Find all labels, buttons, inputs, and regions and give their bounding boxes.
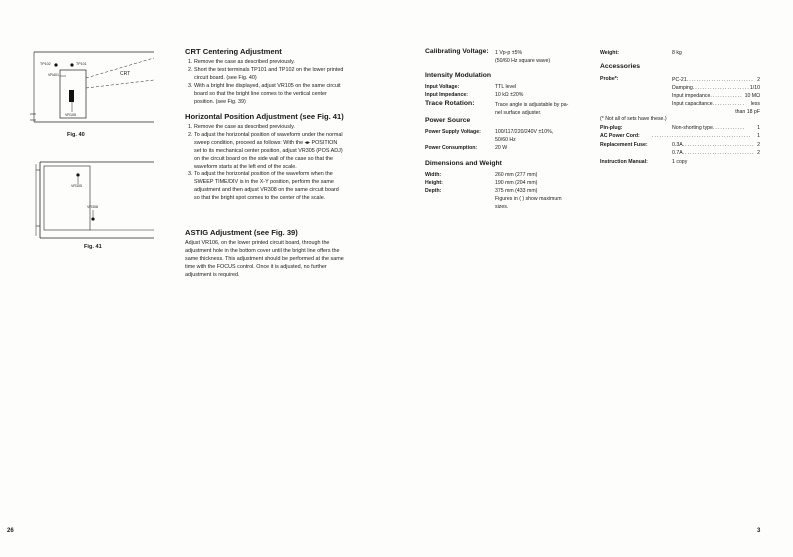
crt-centering-heading: CRT Centering Adjustment xyxy=(185,47,282,56)
input-voltage-label: Input Voltage: xyxy=(425,84,460,90)
calibrating-value-2: (50/60 Hz square wave) xyxy=(495,58,551,64)
crt-step-3: 3. With a bright line displayed, adjust VR105 on the same circuit board so that the bright line comes to the vertical center position. (see Fig. 39) xyxy=(194,83,345,107)
fuse-row-03 xyxy=(672,142,760,148)
weight-label: Weight: xyxy=(600,50,619,56)
probe-row-qty: 10 MΩ xyxy=(744,93,760,99)
probe-row-dots: . . . . . . . . . . . . . xyxy=(712,101,744,107)
probe-row-name: Input capacitance xyxy=(672,101,713,107)
ac-cord-label: AC Power Cord: xyxy=(600,133,640,139)
accessories-heading: Accessories xyxy=(600,63,641,70)
ac-cord-row xyxy=(652,133,760,139)
astig-heading: ASTIG Adjustment (see Fig. 39) xyxy=(185,228,298,237)
probe-capacitance-value: than 18 pF xyxy=(735,109,760,115)
width-value: 260 mm (277 mm) xyxy=(495,172,538,178)
probe-row-name: PC-21 xyxy=(672,77,687,83)
hpos-step-2: 2. To adjust the horizontal position of waveform under the normal sweep condition, proceed as follows: With the ◂▸ POSITION set to its mechanical center position, adjust VR305 (POS ADJ) on the circuit board on the side wall of the case so that the waveform starts at the left end of the scale. xyxy=(194,132,345,172)
pc-value: 20 W xyxy=(495,145,508,151)
fuse-row-07 xyxy=(672,150,760,156)
hpos-step-3: 3. To adjust the horizontal position of the waveform when the SWEEP TIME/DIV is in the X-Y position, perform the same adjustment and then adjust VR308 on the same circuit board so that the bright spot comes to the center of the scale. xyxy=(194,171,345,203)
depth-label: Depth: xyxy=(425,188,442,194)
probe-row-qty: 1/10 xyxy=(749,85,760,91)
specs-middle xyxy=(425,0,590,557)
label-crt: CRT xyxy=(120,71,131,77)
probe-row-name: Input impedance xyxy=(672,93,711,99)
figure-41-drawing xyxy=(30,158,158,242)
crt-centering-section xyxy=(185,47,345,106)
probe-row-dots: . . . . . . . . . . . . . xyxy=(710,93,742,99)
figure-40-drawing xyxy=(30,40,158,132)
figure-40-caption: Fig. 40 xyxy=(67,132,85,138)
horizontal-position-heading: Horizontal Position Adjustment (see Fig. 41) xyxy=(185,112,344,121)
fuse-label: Replacement Fuse: xyxy=(600,142,648,148)
calibrating-value-1: 1 Vp-p ±5% xyxy=(495,50,523,56)
astig-section xyxy=(185,228,345,280)
depth-value: 375 mm (433 mm) xyxy=(495,188,538,194)
figures-note-1: Figures in ( ) show maximum xyxy=(495,196,562,202)
pin-plug-dots: . . . . . . . . . . . . . xyxy=(712,125,744,131)
pin-plug-label: Pin-plug: xyxy=(600,125,623,131)
trace-rotation-label: Trace Rotation: xyxy=(425,100,475,107)
fuse-row-dots: . . . . . . . . . . . . . . . . . . . . . . . . . . . . . xyxy=(682,142,754,148)
probe-row-damping xyxy=(672,85,760,91)
weight-value: 8 kg xyxy=(672,50,682,56)
pin-plug-row xyxy=(672,125,760,131)
input-impedance-value: 10 kΩ ±20% xyxy=(495,92,524,98)
pin-plug-name: Non-shorting type xyxy=(672,125,713,131)
probe-row-impedance xyxy=(672,93,760,99)
ac-cord-dots: . . . . . . . . . . . . . . . . . . . . . . . . . . . . . . . . . . . . . . . . xyxy=(652,133,751,139)
psv-label: Power Supply Voltage: xyxy=(425,129,481,135)
label-vr305: VR305 xyxy=(71,184,82,188)
trace-rotation-value-1: Trace angle is adjustable by pa- xyxy=(495,102,569,108)
input-voltage-value: TTL level xyxy=(495,84,517,90)
probe-row-dots: . . . . . . . . . . . . . . . . . . . . . . . xyxy=(692,85,749,91)
probe-row-dots: . . . . . . . . . . . . . . . . . . . . . . . . . . . xyxy=(686,77,753,83)
psv-value-1: 100/117/220/240V ±10%, xyxy=(495,129,554,135)
psv-value-2: 50/60 Hz xyxy=(495,137,516,143)
probe-row-pc21 xyxy=(672,77,760,83)
crt-step-1: 1. Remove the case as described previously. xyxy=(194,59,345,67)
label-tp102: TP102 xyxy=(40,62,51,66)
fuse-row-name: 0.3A xyxy=(672,142,683,148)
probe-note: (* Not all of sets have these.) xyxy=(600,116,667,122)
width-label: Width: xyxy=(425,172,442,178)
fuse-row-dots: . . . . . . . . . . . . . . . . . . . . . . . . . . . . . xyxy=(682,150,754,156)
crt-step-2: 2. Short the test terminals TP101 and TP102 on the lower printed circuit board. (see Fig. 40) xyxy=(194,67,345,83)
label-vr308: VR308 xyxy=(87,205,98,209)
astig-text: Adjust VR106, on the lower printed circuit board, through the adjustment hole in the bottom cover until the bright line offers the same thickness. This adjustment should be performed at the same time with the FOCUS control. Once it is adjusted, no further adjustment is required. xyxy=(185,240,344,278)
figure-41-caption: Fig. 41 xyxy=(84,244,102,250)
probe-row-qty: 2 xyxy=(757,77,760,83)
manual-value: 1 copy xyxy=(672,159,688,165)
probe-row-capacitance xyxy=(672,101,760,107)
label-vr105: VR105 xyxy=(65,113,76,117)
figure-40 xyxy=(30,40,158,132)
ac-cord-qty: 1 xyxy=(757,133,760,139)
calibrating-label: Calibrating Voltage: xyxy=(425,48,489,55)
hpos-step-1: 1. Remove the case as described previously. xyxy=(194,124,345,132)
label-vr401: VR401 xyxy=(48,73,59,77)
input-impedance-label: Input Impedance: xyxy=(425,92,468,98)
height-value: 190 mm (204 mm) xyxy=(495,180,538,186)
fuse-row-name: 0.7A xyxy=(672,150,683,156)
intensity-heading: Intensity Modulation xyxy=(425,72,492,79)
probe-label: Probe*: xyxy=(600,76,619,82)
probe-row-qty: less xyxy=(750,101,760,107)
probe-row-name: Damping xyxy=(672,85,693,91)
manual-label: Instruction Manual: xyxy=(600,159,648,165)
page-number-right: 3 xyxy=(757,528,761,534)
figures-note-2: sizes. xyxy=(495,204,509,210)
dimensions-heading: Dimensions and Weight xyxy=(425,160,502,167)
trace-rotation-value-2: nel surface adjuster. xyxy=(495,110,542,116)
specs-right xyxy=(600,0,765,557)
label-tp101: TP101 xyxy=(76,62,87,66)
height-label: Height: xyxy=(425,180,443,186)
fuse-row-qty: 2 xyxy=(757,150,760,156)
figure-41 xyxy=(30,158,158,242)
fuse-row-qty: 2 xyxy=(757,142,760,148)
pin-plug-qty: 1 xyxy=(757,125,760,131)
page-number-left: 26 xyxy=(7,528,14,534)
pc-label: Power Consumption: xyxy=(425,145,478,151)
power-heading: Power Source xyxy=(425,117,471,124)
horizontal-position-section xyxy=(185,112,345,203)
